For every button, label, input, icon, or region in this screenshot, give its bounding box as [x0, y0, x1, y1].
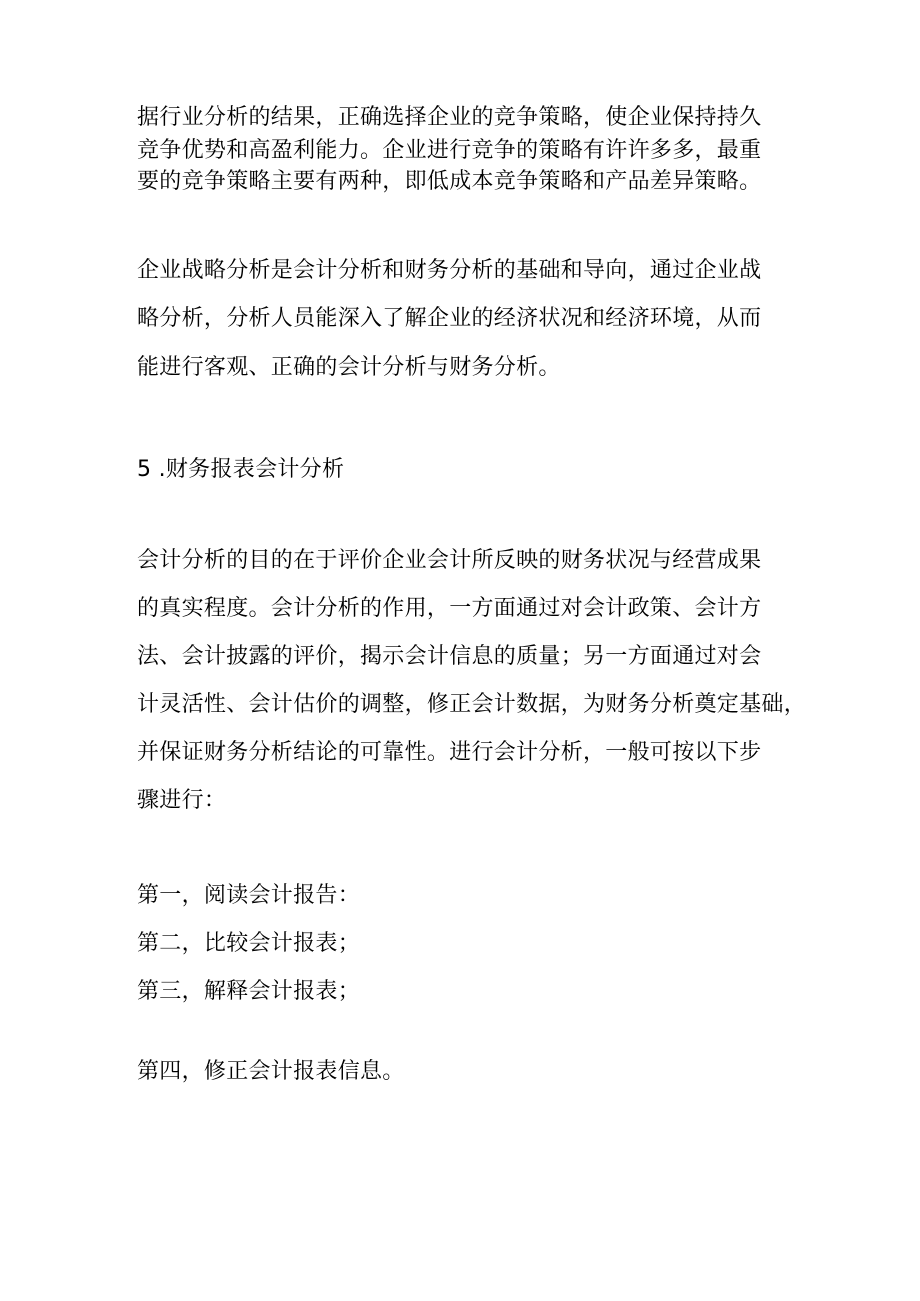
paragraph-line: 并保证财务分析结论的可靠性。进行会计分析，一般可按以下步 [137, 740, 762, 765]
paragraph-line: 骤进行： [137, 788, 227, 813]
paragraph-line: 能进行客观、正确的会计分析与财务分析。 [137, 355, 561, 380]
step-item: 第四，修正会计报表信息。 [137, 1059, 405, 1084]
step-item: 第一，阅读会计报告： [137, 883, 361, 908]
section-heading: 5 .财务报表会计分析 [137, 457, 345, 482]
paragraph-line: 略分析，分析人员能深入了解企业的经济状况和经济环境，从而 [137, 306, 762, 331]
paragraph-line: 计灵活性、会计估价的调整，修正会计数据，为财务分析奠定基础， [137, 692, 807, 717]
paragraph-line: 法、会计披露的评价，揭示会计信息的质量；另一方面通过对会 [137, 644, 762, 669]
paragraph-line: 企业战略分析是会计分析和财务分析的基础和导向，通过企业战 [137, 258, 762, 283]
paragraph-line: 据行业分析的结果，正确选择企业的竞争策略，使企业保持持久 [137, 105, 762, 130]
paragraph-line: 要的竞争策略主要有两种，即低成本竞争策略和产品差异策略。 [137, 169, 762, 194]
paragraph-line: 会计分析的目的在于评价企业会计所反映的财务状况与经营成果 [137, 548, 762, 573]
paragraph-line: 竞争优势和高盈利能力。企业进行竞争的策略有许许多多，最重 [137, 138, 762, 163]
step-item: 第二，比较会计报表； [137, 931, 361, 956]
step-item: 第三，解释会计报表； [137, 979, 361, 1004]
paragraph-line: 的真实程度。会计分析的作用，一方面通过对会计政策、会计方 [137, 596, 762, 621]
